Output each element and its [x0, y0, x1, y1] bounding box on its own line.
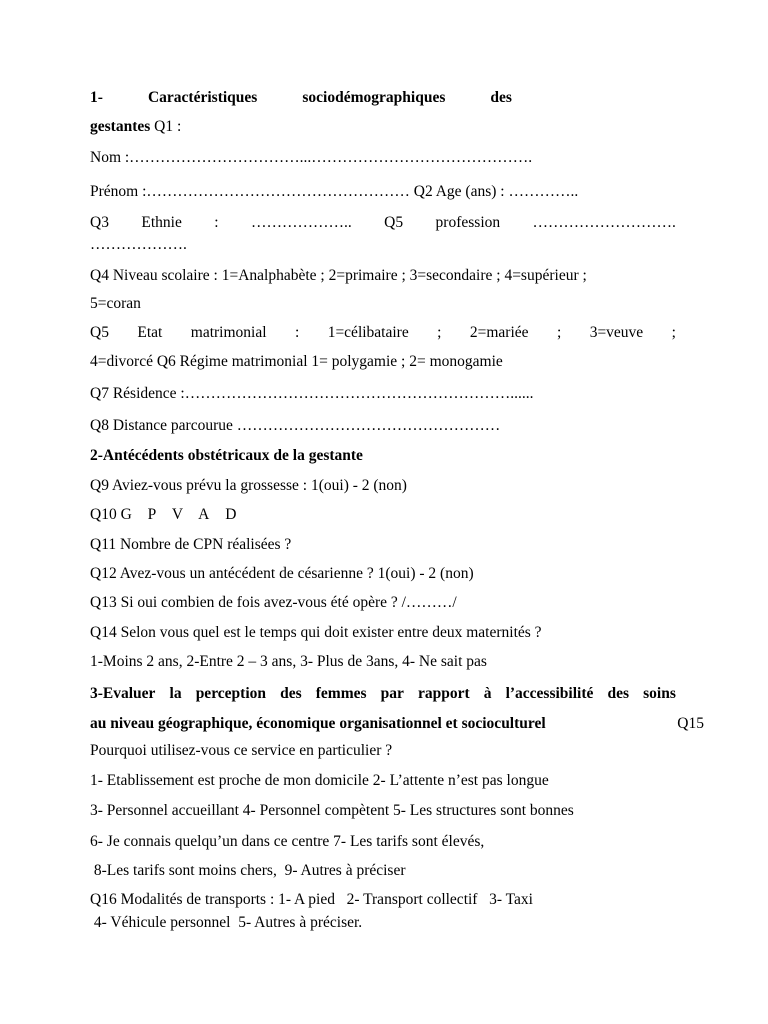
q8-distance: Q8 Distance parcourue ……………………………………………	[90, 417, 501, 434]
q13: Q13 Si oui combien de fois avez-vous été opère ? /………/	[90, 594, 457, 611]
heading-word: la	[169, 685, 182, 702]
heading-word: des	[280, 685, 302, 702]
q-prenom-age: Prénom :…………………………………………… Q2 Age (ans) : …………..	[90, 183, 579, 200]
q5-word: Etat	[137, 324, 163, 341]
q16-transport	[90, 890, 610, 910]
heading-word: soins	[643, 685, 676, 702]
section3-heading-line1	[90, 684, 676, 704]
q14: Q14 Selon vous quel est le temps qui doit exister entre deux maternités ?	[90, 624, 542, 641]
q3-word: Q3	[90, 214, 109, 231]
heading-word: l’accessibilité	[505, 685, 594, 702]
q1-label: Q1 :	[150, 118, 182, 135]
q14-options: 1-Moins 2 ans, 2-Entre 2 – 3 ans, 3- Plus de 3ans, 4- Ne sait pas	[90, 653, 487, 670]
q10-item: A	[198, 506, 210, 523]
q4-line1: Q4 Niveau scolaire : 1=Analphabète ; 2=primaire ; 3=secondaire ; 4=supérieur ;	[90, 267, 587, 284]
q15-option-line: 1- Etablissement est proche de mon domicile 2- L’attente n’est pas longue	[90, 772, 549, 789]
q4-line2: 5=coran	[90, 295, 141, 312]
q16-part: Q16 Modalités de transports : 1- A pied	[90, 891, 335, 908]
q11: Q11 Nombre de CPN réalisées ?	[90, 536, 292, 553]
heading-word: à	[483, 685, 492, 702]
heading-word: par	[380, 685, 404, 702]
q3-word: Q5	[384, 214, 404, 231]
heading-word: des	[490, 89, 512, 106]
q10-gpvad	[90, 505, 676, 525]
heading-word: femmes	[315, 685, 367, 702]
section1-heading	[90, 88, 512, 108]
q15-text: Pourquoi utilisez-vous ce service en particulier ?	[90, 742, 393, 759]
q5-line2: 4=divorcé Q6 Régime matrimonial 1= polygamie ; 2= monogamie	[90, 353, 503, 370]
q3-word: :	[214, 214, 219, 231]
q10-item: Q10 G	[90, 506, 132, 523]
q3-word: ………………..	[251, 214, 352, 231]
q10-item: D	[225, 506, 237, 523]
q5-word: ;	[556, 324, 562, 341]
q3-word: ……………………….	[532, 214, 676, 231]
q5-word: :	[294, 324, 300, 341]
heading-word: rapport	[417, 685, 470, 702]
q15-option-line: 8-Les tarifs sont moins chers, 9- Autres à préciser	[90, 862, 406, 879]
q10-item: P	[147, 506, 157, 523]
q5-word: 2=mariée	[469, 324, 529, 341]
heading-word: 1-	[90, 89, 103, 106]
section3-heading-line2	[90, 714, 704, 734]
q7-residence: Q7 Résidence :………………………………………………………......	[90, 385, 534, 402]
q16-part: 2- Transport collectif	[346, 891, 478, 908]
q9: Q9 Aviez-vous prévu la grossesse : 1(oui) - 2 (non)	[90, 477, 407, 494]
q3-cont: ……………….	[90, 236, 187, 253]
section1-heading-cont	[90, 117, 676, 137]
heading-word: des	[607, 685, 630, 702]
q3-ethnie-profession	[90, 213, 676, 233]
section2-heading: 2-Antécédents obstétricaux de la gestante	[90, 447, 363, 464]
q5-word: ;	[437, 324, 442, 341]
heading-word: perception	[195, 685, 267, 702]
q16-part: 3- Taxi	[489, 891, 533, 908]
q5-word: ;	[671, 324, 676, 341]
q15-option-line: 3- Personnel accueillant 4- Personnel compètent 5- Les structures sont bonnes	[90, 802, 574, 819]
q-nom: Nom :……………………………...…………………………………….	[90, 149, 533, 166]
q15-label: Q15	[677, 715, 704, 732]
heading-word: Caractéristiques	[147, 89, 258, 106]
q5-word: 3=veuve	[589, 324, 644, 341]
q5-word: matrimonial	[190, 324, 267, 341]
q3-word: Ethnie	[141, 214, 182, 231]
q15-option-line: 6- Je connais quelqu’un dans ce centre 7- Les tarifs sont élevés,	[90, 833, 485, 850]
heading-word: sociodémographiques	[302, 89, 446, 106]
q5-word: Q5	[90, 324, 109, 341]
q3-word: profession	[435, 214, 501, 231]
q16-line2: 4- Véhicule personnel 5- Autres à préciser.	[90, 914, 363, 931]
section3-heading-cont: au niveau géographique, économique organisationnel et socioculturel	[90, 715, 546, 732]
q5-word: 1=célibataire	[327, 324, 409, 341]
heading-cont: gestantes	[90, 118, 151, 135]
heading-word: 3-Evaluer	[90, 685, 156, 702]
q5-etat-matrimonial	[90, 323, 676, 343]
q12: Q12 Avez-vous un antécédent de césarienne ? 1(oui) - 2 (non)	[90, 565, 474, 582]
q10-item: V	[171, 506, 184, 523]
